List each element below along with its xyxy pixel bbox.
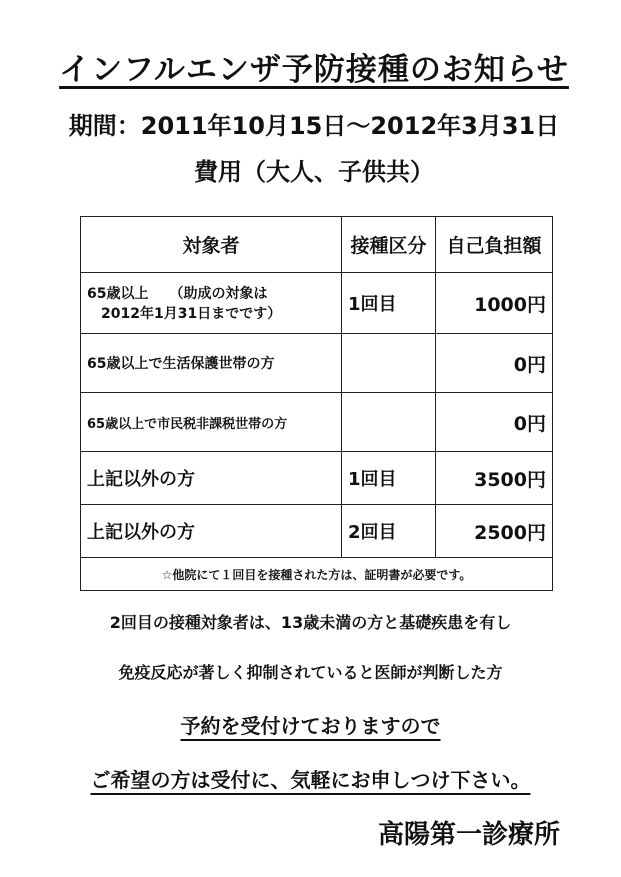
table-row [81,505,553,558]
row-target: 65歳以上で生活保護世帯の方 [81,334,342,393]
header-fee: 自己負担額 [436,217,553,273]
row-target [81,273,342,334]
header-target: 対象者 [81,217,342,273]
notice-title: インフルエンザ予防接種のお知らせ [59,52,569,88]
vaccination-period: 期間：2011年10月15日～2012年3月31日 [68,112,560,140]
reservation-notice: 予約を受付けておりますので [180,714,441,738]
row-fee: 0円 [436,393,553,452]
table-row [81,452,553,505]
row-fee: 3500円 [436,452,553,505]
table-row [81,273,553,334]
table-note-row [81,558,553,591]
row-target-line2: 2012年1月31日までです） [101,306,282,322]
table-row [81,334,553,393]
row-kubun: 1回目 [342,273,436,334]
fee-table [80,216,553,591]
row-kubun: 2回目 [342,505,436,558]
row-target: 上記以外の方 [81,452,342,505]
second-dose-eligibility-line1: 2回目の接種対象者は、13歳未満の方と基礎疾患を有し [109,613,512,632]
cost-heading: 費用（大人、子供共） [194,158,434,186]
clinic-name: 高陽第一診療所 [377,820,560,850]
row-kubun [342,393,436,452]
header-kubun: 接種区分 [342,217,436,273]
table-header-row [81,217,553,273]
row-target: 65歳以上で市民税非課税世帯の方 [81,393,342,452]
second-dose-eligibility-line2: 免疫反応が著しく抑制されていると医師が判断した方 [118,663,503,682]
certificate-note: ☆他院にて１回目を接種された方は、証明書が必要です。 [81,558,553,591]
reception-notice: ご希望の方は受付に、気軽にお申しつけ下さい。 [90,768,531,792]
row-kubun: 1回目 [342,452,436,505]
row-fee: 2500円 [436,505,553,558]
table-row [81,393,553,452]
row-target: 上記以外の方 [81,505,342,558]
row-fee: 0円 [436,334,553,393]
row-kubun [342,334,436,393]
row-target-line1: 65歳以上 （助成の対象は [87,286,268,302]
row-fee: 1000円 [436,273,553,334]
